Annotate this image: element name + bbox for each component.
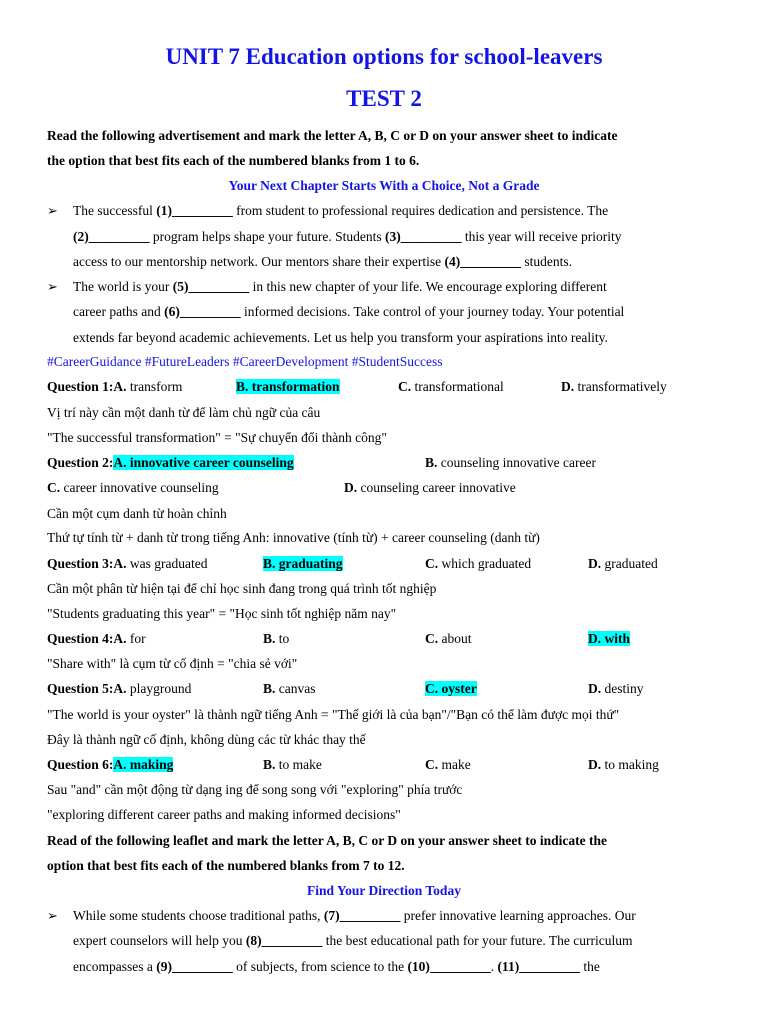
correct-answer: B. graduating <box>263 556 343 571</box>
explanation-5b: Đây là thành ngữ cố định, không dùng các từ khác thay thế <box>47 732 366 747</box>
explanation-5a: "The world is your oyster" là thành ngữ tiếng Anh = "Thế giới là của bạn"/"Bạn có thể làm được mọi thứ" <box>47 707 620 722</box>
correct-answer: D. with <box>588 631 631 646</box>
explanation-1a: Vị trí này cần một danh từ để làm chủ ngữ của câu <box>47 405 321 420</box>
bullet-arrow-icon: ➢ <box>47 279 58 294</box>
correct-answer: B. transformation <box>236 379 340 394</box>
paragraph-3-line-3: encompasses a (9)_________ of subjects, from science to the (10)_________. (11)_________ the <box>73 959 600 974</box>
instruction-2-line-1: Read of the following leaflet and mark the letter A, B, C or D on your answer sheet to indicate the <box>47 833 607 848</box>
document-page: UNIT 7 Education options for school-leavers TEST 2 Read the following advertisement and mark the letter A, B, C or D on your answer sheet to indicate the option that best fits each of the numbered blanks from 1 to 6. Your Next Chapter Starts With a Choice, Not a Grade ➢ The successful (1)_________ from student to professional requires dedication and persistence. The (2)_________ program helps shape your future. Students (3)_________ this year will receive priority access to our mentorship network. Our mentors share their expertise (4)_________ students. ➢ The world is your (5)_________ in this new chapter of your life. We encourage exploring different career paths and (6)_________ informed decisions. Take control of your journey today. Your potential extends far beyond academic achievements. Let us help you transform your aspirations into reality. #CareerGuidance #FutureLeaders #CareerDevelopment #StudentSuccess Question 1:A. transform B. transformation C. transformational D. transformatively Vị trí này cần một danh từ để làm chủ ngữ của câu "The successful transformation" = "Sự chuyển đổi thành công" Question 2:A. innovative career counseling B. counseling innovative career C. career innovative counseling D. counseling career innovative Cần một cụm danh từ hoàn chỉnh Thứ tự tính từ + danh từ trong tiếng Anh: innovative (tính từ) + career counseling (danh từ) Question 3:A. was graduated B. graduating C. which graduated D. graduated Cần một phân từ hiện tại để chỉ học sinh đang trong quá trình tốt nghiệp "Students graduating this year" = "Học sinh tốt nghiệp năm nay" Question 4:A. for B. to C. about D. with "Share with" là cụm từ cố định = "chia sẻ với" Question 5:A. playground B. canvas C. oyster D. destiny "The world is your oyster" là thành ngữ tiếng Anh = "Thế giới là của bạn"/"Bạn có thể làm được mọi thứ" Đây là thành ngữ cố định, không dùng các từ khác thay thế Question 6:A. making B. to make C. make D. to making Sau "and" cần một động từ dạng ing để song song với "exploring" phía trước "exploring different career paths and making informed decisions" Read of the following leaflet and mark the letter A, B, C or D on your answer sheet to indicate the option that best fits each of the numbered blanks from 7 to 12. Find Your Direction Today ➢ While some students choose traditional paths, (7)_________ prefer innovative learning approaches. Our expert counselors will help you (8)_________ the best educational path for your future. The curriculum encompasses a (9)_________ of subjects, from science to the (10)_________. (11)_________ the <box>0 0 768 1024</box>
paragraph-3-line-2: expert counselors will help you (8)_________ the best educational path for your future. The curriculum <box>73 933 633 948</box>
paragraph-2-line-3: extends far beyond academic achievements. Let us help you transform your aspirations into reality. <box>73 330 608 345</box>
paragraph-1-line-3: access to our mentorship network. Our mentors share their expertise (4)_________ students. <box>73 254 573 269</box>
explanation-2a: Cần một cụm danh từ hoàn chỉnh <box>47 506 227 521</box>
unit-title: UNIT 7 Education options for school-leavers <box>165 44 603 69</box>
correct-answer: A. innovative career counseling <box>113 455 294 470</box>
explanation-3a: Cần một phân từ hiện tại để chỉ học sinh đang trong quá trình tốt nghiệp <box>47 581 437 596</box>
bullet-arrow-icon: ➢ <box>47 203 58 218</box>
explanation-6b: "exploring different career paths and making informed decisions" <box>47 807 401 822</box>
leaflet-title: Find Your Direction Today <box>307 883 461 898</box>
explanation-6a: Sau "and" cần một động từ dạng ing để song song với "exploring" phía trước <box>47 782 463 797</box>
paragraph-2-line-2: career paths and (6)_________ informed decisions. Take control of your journey today. Your potential <box>73 304 625 319</box>
instruction-2-line-2: option that best fits each of the numbered blanks from 7 to 12. <box>47 858 405 873</box>
explanation-1b: "The successful transformation" = "Sự chuyển đổi thành công" <box>47 430 387 445</box>
paragraph-1-line-1: The successful (1)_________ from student to professional requires dedication and persistence. The <box>73 203 609 218</box>
explanation-2b: Thứ tự tính từ + danh từ trong tiếng Anh: innovative (tính từ) + career counseling (danh từ) <box>47 530 540 545</box>
explanation-3b: "Students graduating this year" = "Học sinh tốt nghiệp năm nay" <box>47 606 397 621</box>
bullet-arrow-icon: ➢ <box>47 908 58 923</box>
correct-answer: A. making <box>113 757 174 772</box>
paragraph-1-line-2: (2)_________ program helps shape your future. Students (3)_________ this year will receive priority <box>73 229 622 244</box>
paragraph-2-line-1: The world is your (5)_________ in this new chapter of your life. We encourage exploring different <box>73 279 607 294</box>
instruction-line-2: the option that best fits each of the numbered blanks from 1 to 6. <box>47 153 420 168</box>
advertisement-title: Your Next Chapter Starts With a Choice, Not a Grade <box>228 178 540 193</box>
correct-answer: C. oyster <box>425 681 477 696</box>
explanation-4a: "Share with" là cụm từ cố định = "chia sẻ với" <box>47 656 298 671</box>
hashtags: #CareerGuidance #FutureLeaders #CareerDevelopment #StudentSuccess <box>47 354 443 369</box>
test-title: TEST 2 <box>346 86 422 111</box>
paragraph-3-line-1: While some students choose traditional paths, (7)_________ prefer innovative learning approaches. Our <box>73 908 636 923</box>
instruction-line-1: Read the following advertisement and mark the letter A, B, C or D on your answer sheet to indicate <box>47 128 618 143</box>
